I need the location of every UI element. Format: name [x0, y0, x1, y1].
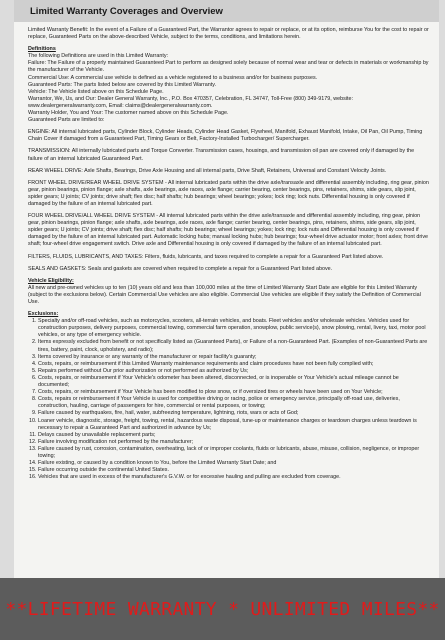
engine-coverage: ENGINE: All internal lubricated parts, Cylinder Block, Cylinder Heads, Cylinder Head Gasket, Flywheel, Manifold, Exhaust Manifold, Intake, Oil Pan, Oil Pump, Timing Chain Cover if damaged from a Guaranteed Part, Timing Gears or Belt, Factory-Installed Turbocharger/ Supercharger. [28, 129, 423, 143]
rear-wheel-drive-coverage: REAR WHEEL DRIVE: Axle Shafts, Bearings, Drive Axle Housing and all internal parts, Drive Shaft, Retainers, Universal and Constant Velocity Joints. [28, 167, 387, 174]
definition-line: Warranty Holder, You and Your: The customer named above on this Schedule Page. [28, 110, 229, 117]
four-wheel-drive-coverage: FOUR WHEEL DRIVE/ALL WHEEL DRIVE SYSTEM - All internal lubricated parts within the drive axle/transaxle and differential assembly including, ring gear, pinion gear, pinion bearings, pinion flange; axle shafts, axle bearings, axle races, axle flange; carrier bearing, center bearings, pins, retainers, shims, side gears, slip joint, spider gears; U joints; CV joints; drive shaft; flex disc; half shafts; hub bearings; wheel bearings; yokes; lock ring; lock nuts and Differential housing is only covered if damaged by the failure of an internal lubricated part. Automatic locking hubs; manual locking hubs; hub bearings; four-wheel drive actuator motor; front axles; front drive shaft; four-wheel drive engagement switch. Drive axle and Differential housing is only covered if damaged by the failure of an internal lubricated part. [28, 213, 429, 248]
exclusion-item: 16. Vehicles that are used in excess of the manufacturer's G.V.W. or for excessive hauling and pulling are excluded from coverage. [38, 474, 429, 481]
exclusion-item: 9. Failure caused by earthquakes, fire, hail, water, subfreezing temperature, lightning, riots, wars or acts of God; [38, 410, 429, 417]
eligibility-heading: Vehicle Eligibility: [28, 277, 74, 284]
exclusion-item: 10. Loaner vehicle, diagnostic, storage, freight, towing, rental, hazardous waste disposal, tune-up or maintenance charges or teardown charges unless teardown is necessary to repair a Guaranteed Part and authorized in advance by Us; [38, 418, 429, 432]
lifetime-warranty-banner: **LIFETIME WARRANTY * UNLIMITED MILES** [0, 578, 445, 640]
definition-line: Guaranteed Parts are limited to: [28, 117, 105, 124]
transmission-coverage: TRANSMISSION: All internally lubricated parts and Torque Converter. Transmission cases, housings, and transmission oil pan are covered only if damaged by the failure of an internal lubricated Guaranteed Part. [28, 148, 415, 162]
exclusion-item: 11. Delays caused by unavailable replacement parts; [38, 432, 429, 439]
exclusion-item: 6. Costs, repairs, or reimbursement if Your Vehicle's odometer has been altered, disconnected, or is inoperable or Your Vehicle's actual mileage cannot be documented; [38, 375, 429, 389]
front-wheel-drive-coverage: FRONT WHEEL DRIVE/REAR WHEEL DRIVE SYSTEM - All internal lubricated parts within the drive axle/transaxle and differential assembly including, ring gear, pinion gear, pinion bearings, pinion flange; axle shafts, axle bearings, axle races, axle flange; carrier bearing, center bearings, pins, retainers, shims, side gears, slip joint, spider gears; U joints; CV joints; drive shaft; flex disc; half shafts; hub bearings; wheel bearings; yokes; lock ring; lock nuts. Differential housing is only covered if damaged by the failure of an internal lubricated part. [28, 179, 429, 207]
exclusion-item: 1. Specialty and/or off-road vehicles, such as motorcycles, scooters, all-terrain vehicles, and boats. Fleet vehicles and/or wholesale vehicles. Vehicles used for construction purposes, delivery purposes, commercial towing, commercial farm operation, snowplow, public service(s), snow plowing, rental, livery, taxi, motor pool vehicles, or any type of emergency vehicle. [38, 318, 429, 339]
document-title: Limited Warranty Coverages and Overview [14, 0, 439, 22]
definition-line: Warrantor, We, Us, and Our: Dealer General Warranty, Inc., P.O. Box 470357, Celebration, FL 34747, Toll-Free (800) 349-9179, website: www.dealergeneralwarranty.com, Email: claims@dealergeneralwarranty.com. [28, 95, 353, 109]
exclusion-item: 14. Failure existing, or caused by a condition known to You, before the Limited Warranty Start Date; and [38, 460, 429, 467]
definition-line: Commercial Use: A commercial use vehicle is defined as a vehicle registered to a business and/or for business purposes. [28, 74, 318, 81]
exclusion-item: 15. Failure occurring outside the continental United States. [38, 467, 429, 474]
warranty-benefit: Limited Warranty Benefit: In the event of a Failure of a Guaranteed Part, the Warrantor agrees to repair or replace, or at its option, reimburse You for the cost to repair or replace, Guaranteed Parts on the above-described Vehicle, subject to the terms, conditions, and limitations herein. [28, 27, 429, 41]
seals-coverage: SEALS AND GASKETS: Seals and gaskets are covered when required to complete a repair for a Guaranteed Part listed above. [28, 265, 333, 272]
definitions-section [28, 46, 429, 124]
exclusions-section [28, 311, 429, 481]
exclusion-item: 8. Costs, repairs or reimbursement if Your Vehicle is used for competitive driving or racing, police or emergency service, principally off-road use, deliveries, construction, hauling, carriage of passengers for hire, commercial or rental purposes, or towing; [38, 396, 429, 410]
exclusion-item: 2. Items expressly excluded from benefit or not specifically listed as (Guaranteed Parts), or Failure of a non-Guaranteed Part. (Examples of non-Guaranteed Parts are tires, battery, paint, clock, upholstery, and radio); [38, 339, 429, 353]
exclusion-item: 13. Failure caused by rust, corrosion, contamination, overheating, lack of or improper coolants, fluids or lubricants, abuse, misuse, collision, negligence, or improper towing; [38, 446, 429, 460]
exclusion-item: 3. Items covered by insurance or any warranty of the manufacturer or repair facility's guaranty; [38, 354, 429, 361]
exclusions-heading: Exclusions: [28, 311, 59, 318]
definition-line: Failure: The Failure of a properly maintained Guaranteed Part to perform as designed solely because of normal wear and tear or defects in materials or workmanship by the manufacturer of the Vehicle. [28, 60, 429, 74]
eligibility-text: All new and pre-owned vehicles up to ten (10) years old and less than 100,000 miles at the time of Limited Warranty Start Date are eligible for this Limited Warranty (subject to the exclusions below). Certain Commercial Use vehicles are also eligible. Commercial Use vehicles are eligible if they satisfy the Definition of Commercial Use. [28, 284, 421, 305]
exclusion-item: 5. Repairs performed without Our prior authorization or not performed as authorized by Us; [38, 368, 429, 375]
definition-line: The following Definitions are used in this Limited Warranty: [28, 53, 169, 60]
definitions-heading: Definitions [28, 46, 56, 53]
exclusion-item: 4. Costs, repairs, or reimbursement if this Limited Warranty maintenance requirements and claim procedures have not been fully complied with; [38, 361, 429, 368]
warranty-document [14, 0, 439, 640]
definition-line: Vehicle: The Vehicle listed above on this Schedule Page. [28, 88, 164, 95]
exclusion-item: 7. Costs, repairs, or reimbursement if Your Vehicle has been modified to plow snow, or if oversized tires or wheels have been used on Your Vehicle; [38, 389, 429, 396]
eligibility-section [28, 278, 429, 306]
exclusion-item: 12. Failure involving modification not performed by the manufacturer; [38, 439, 429, 446]
exclusions-list [28, 318, 429, 481]
filters-coverage: FILTERS, FLUIDS, LUBRICANTS, AND TAXES: Filters, fluids, lubricants, and taxes required to complete a repair for a Guaranteed Part listed above. [28, 253, 384, 260]
definition-line: Guaranteed Parts: The parts listed below are covered by this Limited Warranty. [28, 81, 217, 88]
